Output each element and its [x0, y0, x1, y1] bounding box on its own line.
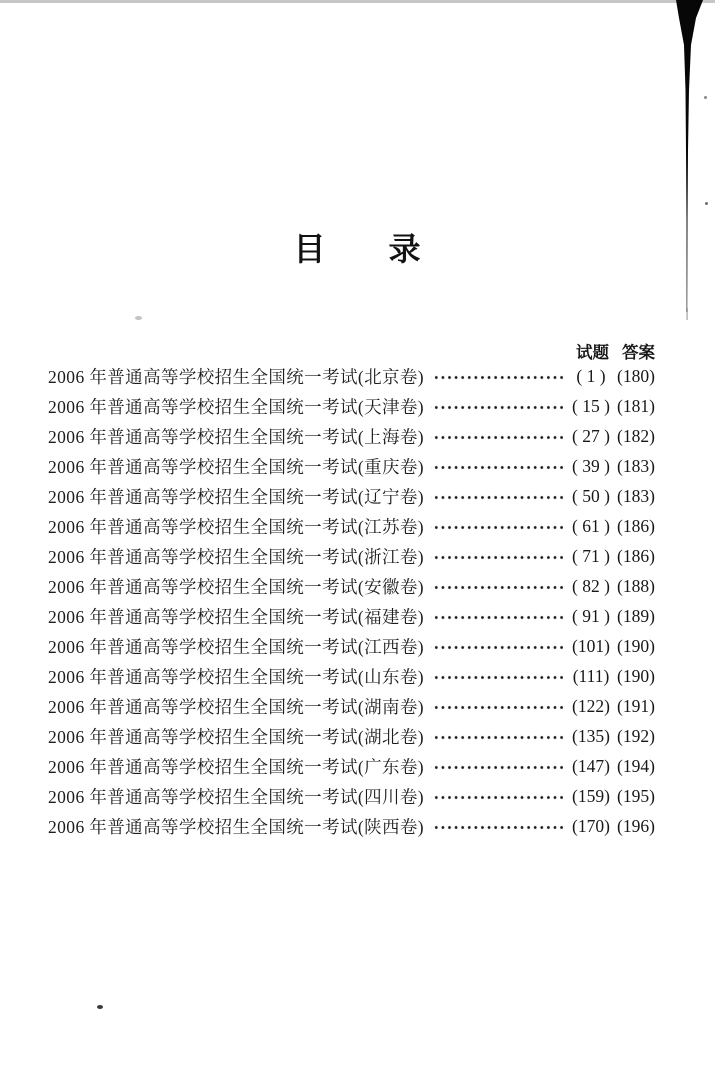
page-number-answers: (195) — [617, 785, 655, 806]
dot-leader — [431, 751, 564, 781]
dot-leader — [431, 481, 564, 511]
dot-leader — [431, 421, 564, 451]
row-title: 2006 年普通高等学校招生全国统一考试(北京卷) — [48, 366, 425, 387]
page-number-answers: (186) — [617, 515, 655, 536]
dot-leader — [431, 601, 564, 631]
page-number-answers: (182) — [617, 425, 655, 446]
toc-list — [48, 361, 658, 841]
row-title: 2006 年普通高等学校招生全国统一考试(上海卷) — [48, 426, 425, 447]
page-number-questions: (101) — [572, 635, 610, 656]
row-title: 2006 年普通高等学校招生全国统一考试(山东卷) — [48, 666, 425, 687]
dot-leader — [431, 631, 564, 661]
dot-leader — [431, 781, 564, 811]
dot-leader — [431, 361, 564, 391]
row-title: 2006 年普通高等学校招生全国统一考试(四川卷) — [48, 786, 425, 807]
dot-leader — [431, 511, 564, 541]
page-number-answers: (190) — [617, 635, 655, 656]
toc-row — [48, 661, 658, 691]
page-number-questions: ( 39 ) — [572, 455, 610, 476]
scan-top-edge-shadow — [0, 0, 715, 3]
row-page-numbers — [568, 546, 658, 567]
page-title-char: 目 — [293, 231, 327, 267]
row-title: 2006 年普通高等学校招生全国统一考试(辽宁卷) — [48, 486, 425, 507]
page-title — [0, 224, 715, 270]
toc-row — [48, 631, 658, 661]
row-title: 2006 年普通高等学校招生全国统一考试(湖北卷) — [48, 726, 425, 747]
toc-row — [48, 421, 658, 451]
toc-row — [48, 481, 658, 511]
page-number-questions: (135) — [572, 725, 610, 746]
dot-leader — [431, 691, 564, 721]
dot-leader — [431, 661, 564, 691]
row-page-numbers — [568, 816, 658, 837]
row-title: 2006 年普通高等学校招生全国统一考试(安徽卷) — [48, 576, 425, 597]
page-number-questions: (111) — [572, 665, 610, 686]
toc-row — [48, 811, 658, 841]
row-page-numbers — [568, 726, 658, 747]
page-number-answers: (194) — [617, 755, 655, 776]
toc-row — [48, 781, 658, 811]
row-page-numbers — [568, 636, 658, 657]
page-number-answers: (191) — [617, 695, 655, 716]
page-number-answers: (192) — [617, 725, 655, 746]
row-title: 2006 年普通高等学校招生全国统一考试(浙江卷) — [48, 546, 425, 567]
toc-row — [48, 691, 658, 721]
toc-row — [48, 721, 658, 751]
page-number-questions: (159) — [572, 785, 610, 806]
row-page-numbers — [568, 396, 658, 417]
row-page-numbers — [568, 576, 658, 597]
answers-column-label: 答案 — [622, 344, 655, 362]
dot-leader — [431, 451, 564, 481]
row-title: 2006 年普通高等学校招生全国统一考试(天津卷) — [48, 396, 425, 417]
row-page-numbers — [568, 456, 658, 477]
toc-row — [48, 571, 658, 601]
row-title: 2006 年普通高等学校招生全国统一考试(湖南卷) — [48, 696, 425, 717]
page-number-answers: (196) — [617, 815, 655, 836]
toc-row — [48, 451, 658, 481]
page-number-questions: ( 15 ) — [572, 395, 610, 416]
page-number-questions: (122) — [572, 695, 610, 716]
toc-row — [48, 391, 658, 421]
page-number-questions: ( 1 ) — [576, 365, 606, 386]
row-title: 2006 年普通高等学校招生全国统一考试(福建卷) — [48, 606, 425, 627]
page-number-questions: ( 61 ) — [572, 515, 610, 536]
toc-row — [48, 751, 658, 781]
row-title: 2006 年普通高等学校招生全国统一考试(江西卷) — [48, 636, 425, 657]
page-number-answers: (183) — [617, 455, 655, 476]
row-title: 2006 年普通高等学校招生全国统一考试(重庆卷) — [48, 456, 425, 477]
page-number-answers: (189) — [617, 605, 655, 626]
page-number-questions: ( 50 ) — [572, 485, 610, 506]
page-title-char: 录 — [388, 231, 422, 267]
row-page-numbers — [568, 486, 658, 507]
toc-row — [48, 601, 658, 631]
dot-leader — [431, 541, 564, 571]
toc-row — [48, 541, 658, 571]
page-number-questions: ( 82 ) — [572, 575, 610, 596]
page-number-questions: ( 71 ) — [572, 545, 610, 566]
dot-leader — [431, 571, 564, 601]
row-title: 2006 年普通高等学校招生全国统一考试(陕西卷) — [48, 816, 425, 837]
page-number-answers: (186) — [617, 545, 655, 566]
row-page-numbers — [568, 516, 658, 537]
page-number-questions: ( 91 ) — [572, 605, 610, 626]
row-title: 2006 年普通高等学校招生全国统一考试(江苏卷) — [48, 516, 425, 537]
page-number-answers: (188) — [617, 575, 655, 596]
dot-leader — [431, 391, 564, 421]
page-number-questions: (170) — [572, 815, 610, 836]
page-number-answers: (180) — [617, 365, 655, 386]
scan-fold-mark — [670, 0, 715, 330]
page-number-answers: (190) — [617, 665, 655, 686]
row-title: 2006 年普通高等学校招生全国统一考试(广东卷) — [48, 756, 425, 777]
page-number-questions: ( 27 ) — [572, 425, 610, 446]
row-page-numbers — [568, 756, 658, 777]
toc-column-header — [576, 339, 655, 363]
toc-row — [48, 361, 658, 391]
row-page-numbers — [568, 426, 658, 447]
scan-speck — [135, 316, 142, 320]
row-page-numbers — [568, 696, 658, 717]
row-page-numbers — [568, 606, 658, 627]
scan-speck — [704, 96, 707, 99]
dot-leader — [431, 811, 564, 841]
toc-row — [48, 511, 658, 541]
page-number-answers: (181) — [617, 395, 655, 416]
row-page-numbers — [568, 666, 658, 687]
dot-leader — [431, 721, 564, 751]
row-page-numbers — [568, 786, 658, 807]
scan-speck — [97, 1005, 103, 1009]
questions-column-label: 试题 — [576, 344, 609, 362]
page-number-answers: (183) — [617, 485, 655, 506]
row-page-numbers — [568, 366, 658, 387]
scan-speck — [705, 202, 708, 205]
page-number-questions: (147) — [572, 755, 610, 776]
